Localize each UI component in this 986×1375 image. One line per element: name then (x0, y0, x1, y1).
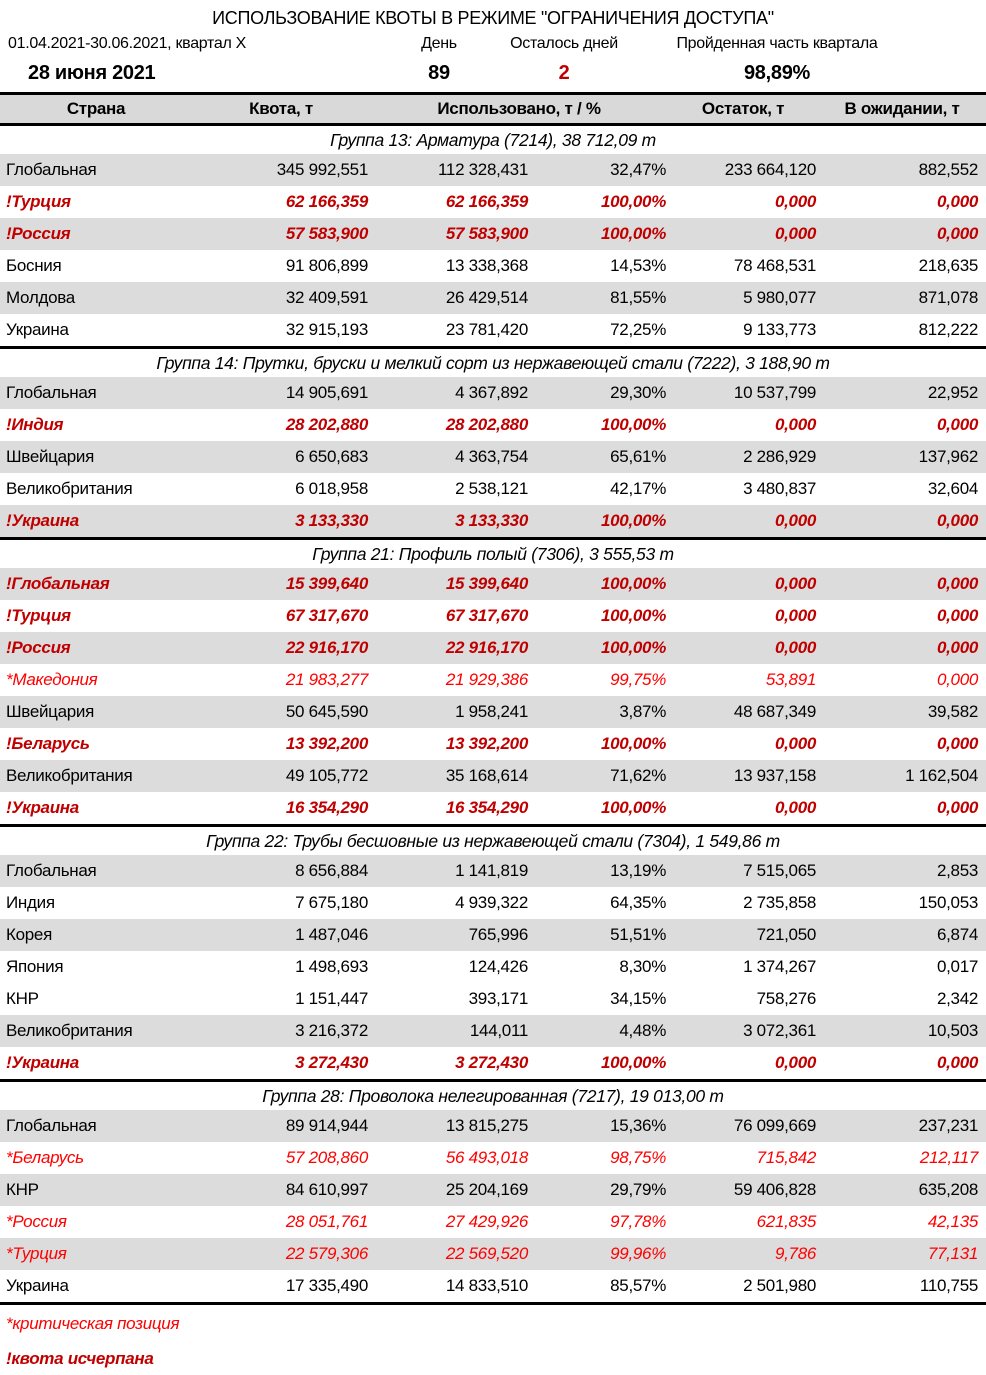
cell-used: 13 392,200 (445, 734, 528, 753)
cell-country: КНР (6, 989, 39, 1008)
table-row (0, 600, 986, 632)
cell-remainder: 3 072,361 (743, 1021, 817, 1040)
group-header-row (0, 348, 986, 378)
cell-remainder: 53,891 (765, 670, 817, 689)
group-title: Группа 21: Профиль полый (7306), 3 555,53 т (0, 539, 986, 569)
cell-used: 1 958,241 (455, 702, 528, 721)
cell-quota: 1 498,693 (295, 957, 368, 976)
cell-used-percent: 72,25% (610, 320, 667, 339)
cell-country: Украина (6, 320, 69, 339)
header-row (0, 94, 986, 125)
cell-used: 124,426 (468, 957, 528, 976)
cell-used: 62 166,359 (445, 192, 528, 211)
cell-used: 765,996 (468, 925, 528, 944)
cell-country: Индия (6, 893, 55, 912)
cell-used: 21 929,386 (445, 670, 528, 689)
cell-pending: 39,582 (927, 702, 979, 721)
cell-quota: 1 487,046 (295, 925, 368, 944)
cell-country: Глобальная (6, 160, 97, 179)
quarter-passed-value: 98,89% (743, 62, 811, 84)
cell-country: !Россия (6, 224, 71, 243)
cell-remainder: 2 286,929 (743, 447, 817, 466)
table-row (0, 1270, 986, 1304)
cell-quota: 13 392,200 (285, 734, 368, 753)
cell-quota: 8 656,884 (295, 861, 368, 880)
quota-table-header (0, 94, 986, 125)
cell-used-percent: 14,53% (610, 256, 667, 275)
cell-remainder: 7 515,065 (743, 861, 817, 880)
cell-quota: 91 806,899 (285, 256, 368, 275)
cell-remainder: 5 980,077 (743, 288, 817, 307)
cell-quota: 67 317,670 (285, 606, 368, 625)
cell-pending: 0,017 (936, 957, 979, 976)
cell-quota: 49 105,772 (285, 766, 368, 785)
cell-pending: 0,000 (936, 798, 979, 817)
cell-country: Босния (6, 256, 62, 275)
cell-pending: 22,952 (927, 383, 979, 402)
quota-table-body (0, 125, 986, 1304)
cell-pending: 812,222 (918, 320, 979, 339)
cell-used-percent: 98,75% (610, 1148, 667, 1167)
cell-pending: 882,552 (918, 160, 979, 179)
cell-country: Глобальная (6, 861, 97, 880)
cell-used: 4 939,322 (455, 893, 528, 912)
table-row (0, 505, 986, 539)
group-header-row (0, 125, 986, 155)
cell-remainder: 9,786 (774, 1244, 817, 1263)
cell-used-percent: 100,00% (601, 511, 667, 530)
cell-pending: 0,000 (936, 415, 979, 434)
cell-country: Великобритания (6, 1021, 133, 1040)
cell-pending: 237,231 (918, 1116, 979, 1135)
cell-quota: 32 915,193 (285, 320, 368, 339)
cell-remainder: 2 501,980 (668, 1270, 818, 1304)
cell-used: 26 429,514 (445, 288, 528, 307)
cell-used-percent: 34,15% (610, 989, 667, 1008)
cell-used: 28 202,880 (445, 415, 528, 434)
cell-remainder: 0,000 (774, 606, 817, 625)
cell-pending: 0,000 (936, 638, 979, 657)
table-row (0, 1174, 986, 1206)
cell-remainder: 3 480,837 (743, 479, 817, 498)
col-header-quota: Квота, т (192, 94, 370, 125)
cell-quota: 57 583,900 (285, 224, 368, 243)
cell-country: Глобальная (6, 383, 97, 402)
cell-pending: 0,000 (936, 606, 979, 625)
cell-remainder: 0,000 (774, 1053, 817, 1072)
cell-country: !Глобальная (6, 574, 110, 593)
cell-used-percent: 100,00% (601, 574, 667, 593)
cell-remainder: 758,276 (756, 989, 817, 1008)
cell-country: *Беларусь (6, 1148, 84, 1167)
day-value: 89 (428, 62, 450, 84)
cell-pending: 871,078 (918, 288, 979, 307)
cell-used-percent: 100,00% (601, 798, 667, 817)
cell-country: !Украина (6, 511, 79, 530)
spacer (908, 56, 986, 90)
cell-pending: 77,131 (927, 1244, 979, 1263)
cell-remainder: 10 537,799 (733, 383, 817, 402)
table-row (0, 377, 986, 409)
cell-country: !Турция (6, 192, 71, 211)
spacer (908, 32, 986, 56)
cell-used: 14 833,510 (370, 1270, 530, 1304)
cell-used-percent: 29,79% (610, 1180, 667, 1199)
cell-used-percent: 8,30% (619, 957, 667, 976)
cell-country: Япония (6, 957, 64, 976)
page-title: ИСПОЛЬЗОВАНИЕ КВОТЫ В РЕЖИМЕ "ОГРАНИЧЕНИЯ ДОСТУПА" (212, 8, 774, 28)
cell-country: *Македония (6, 670, 98, 689)
cell-used: 3 133,330 (455, 511, 528, 530)
cell-used: 13 338,368 (445, 256, 528, 275)
group-title: Группа 13: Арматура (7214), 38 712,09 т (0, 125, 986, 155)
cell-pending: 0,000 (936, 670, 979, 689)
cell-quota: 7 675,180 (295, 893, 368, 912)
cell-used: 2 538,121 (455, 479, 528, 498)
table-row (0, 568, 986, 600)
cell-used-percent: 65,61% (610, 447, 667, 466)
cell-used: 27 429,926 (445, 1212, 528, 1231)
cell-pending: 0,000 (936, 1053, 979, 1072)
cell-used: 25 204,169 (445, 1180, 528, 1199)
cell-used-percent: 100,00% (601, 1053, 667, 1072)
cell-used-percent: 71,62% (610, 766, 667, 785)
cell-country: КНР (6, 1180, 39, 1199)
cell-country: !Россия (6, 638, 71, 657)
cell-quota: 6 018,958 (295, 479, 368, 498)
cell-remainder: 233 664,120 (724, 160, 817, 179)
cell-used: 22 916,170 (445, 638, 528, 657)
table-row (0, 1206, 986, 1238)
table-row (0, 760, 986, 792)
table-row (0, 218, 986, 250)
col-header-country: Страна (0, 94, 192, 125)
cell-remainder: 0,000 (774, 192, 817, 211)
cell-pending: 42,135 (927, 1212, 979, 1231)
cell-used-percent: 29,30% (610, 383, 667, 402)
cell-quota: 22 579,306 (285, 1244, 368, 1263)
cell-used-percent: 100,00% (601, 224, 667, 243)
cell-country: !Украина (6, 1053, 79, 1072)
cell-used: 35 168,614 (445, 766, 528, 785)
cell-pending: 212,117 (919, 1148, 979, 1167)
cell-used-percent: 64,35% (610, 893, 667, 912)
days-left-value: 2 (558, 62, 570, 84)
cell-used-percent: 100,00% (601, 734, 667, 753)
footnotes (6, 1314, 986, 1369)
cell-country: Корея (6, 925, 52, 944)
cell-country: !Индия (6, 415, 64, 434)
cell-pending: 635,208 (918, 1180, 979, 1199)
current-date: 28 июня 2021 (28, 62, 156, 84)
cell-used-percent: 100,00% (601, 415, 667, 434)
cell-remainder: 9 133,773 (743, 320, 817, 339)
cell-remainder: 13 937,158 (733, 766, 817, 785)
table-row (0, 1015, 986, 1047)
col-header-pending: В ожидании, т (818, 94, 986, 125)
cell-used: 4 367,892 (455, 383, 528, 402)
table-row (0, 696, 986, 728)
table-row (0, 154, 986, 186)
cell-used-percent: 3,87% (619, 702, 667, 721)
cell-quota: 16 354,290 (285, 798, 368, 817)
cell-remainder: 715,842 (756, 1148, 817, 1167)
cell-quota: 6 650,683 (295, 447, 368, 466)
cell-remainder: 76 099,669 (733, 1116, 817, 1135)
table-row (0, 186, 986, 218)
cell-used: 23 781,420 (445, 320, 528, 339)
col-header-remainder: Остаток, т (668, 94, 818, 125)
cell-pending: 0,000 (936, 734, 979, 753)
cell-quota: 28 051,761 (285, 1212, 368, 1231)
cell-quota: 17 335,490 (192, 1270, 370, 1304)
table-row (0, 855, 986, 887)
cell-remainder: 0,000 (774, 415, 817, 434)
cell-quota: 3 216,372 (295, 1021, 368, 1040)
table-row (0, 951, 986, 983)
cell-quota: 1 151,447 (295, 989, 368, 1008)
quota-table (0, 92, 986, 1305)
day-label: День (421, 35, 457, 52)
cell-used: 112 328,431 (438, 160, 528, 179)
cell-used: 15 399,640 (445, 574, 528, 593)
cell-pending: 137,962 (918, 447, 979, 466)
cell-quota: 21 983,277 (285, 670, 368, 689)
cell-used-percent: 99,75% (610, 670, 667, 689)
cell-pending: 218,635 (918, 256, 979, 275)
cell-pending: 2,853 (936, 861, 979, 880)
cell-pending: 10,503 (927, 1021, 979, 1040)
cell-used-percent: 42,17% (610, 479, 667, 498)
col-header-used: Использовано, т / % (370, 94, 668, 125)
cell-quota: 345 992,551 (276, 160, 368, 179)
cell-pending: 0,000 (936, 224, 979, 243)
cell-country: Швейцария (6, 702, 95, 721)
cell-country: Великобритания (6, 766, 133, 785)
cell-country: Великобритания (6, 479, 133, 498)
table-row (0, 632, 986, 664)
period-label: 01.04.2021-30.06.2021, квартал X (8, 35, 247, 52)
table-row (0, 1142, 986, 1174)
table-row (0, 282, 986, 314)
cell-country: Швейцария (6, 447, 95, 466)
cell-used: 3 272,430 (455, 1053, 528, 1072)
table-row (0, 409, 986, 441)
cell-quota: 22 916,170 (285, 638, 368, 657)
cell-remainder: 0,000 (774, 224, 817, 243)
cell-country: !Беларусь (6, 734, 90, 753)
cell-used-percent: 100,00% (601, 638, 667, 657)
cell-country: *Турция (6, 1244, 67, 1263)
cell-quota: 32 409,591 (285, 288, 368, 307)
cell-used: 67 317,670 (445, 606, 528, 625)
table-row (0, 1110, 986, 1142)
cell-remainder: 0,000 (774, 574, 817, 593)
quarter-passed-label: Пройденная часть квартала (676, 35, 878, 52)
cell-quota: 3 133,330 (295, 511, 368, 530)
cell-quota: 3 272,430 (295, 1053, 368, 1072)
cell-remainder: 78 468,531 (733, 256, 817, 275)
table-row (0, 792, 986, 826)
group-title: Группа 14: Прутки, бруски и мелкий сорт из нержавеющей стали (7222), 3 188,90 т (0, 348, 986, 378)
cell-used-percent: 97,78% (610, 1212, 667, 1231)
cell-quota: 57 208,860 (285, 1148, 368, 1167)
cell-used-percent: 13,19% (610, 861, 667, 880)
group-title: Группа 28: Проволока нелегированная (7217), 19 013,00 т (0, 1081, 986, 1111)
cell-remainder: 621,835 (756, 1212, 817, 1231)
summary-bar (0, 32, 986, 90)
table-row (0, 983, 986, 1015)
cell-country: !Турция (6, 606, 71, 625)
cell-remainder: 59 406,828 (733, 1180, 817, 1199)
cell-used-percent: 32,47% (610, 160, 667, 179)
cell-used: 13 815,275 (445, 1116, 528, 1135)
cell-used-percent: 51,51% (610, 925, 667, 944)
cell-used-percent: 100,00% (601, 606, 667, 625)
cell-pending: 110,755 (818, 1270, 986, 1304)
cell-remainder: 1 374,267 (743, 957, 817, 976)
cell-pending: 32,604 (927, 479, 979, 498)
cell-quota: 62 166,359 (285, 192, 368, 211)
cell-pending: 150,053 (918, 893, 979, 912)
cell-country: Украина (0, 1270, 192, 1304)
cell-quota: 15 399,640 (285, 574, 368, 593)
cell-pending: 6,874 (936, 925, 979, 944)
table-row (0, 664, 986, 696)
cell-used: 16 354,290 (445, 798, 528, 817)
cell-used-percent: 99,96% (610, 1244, 667, 1263)
cell-pending: 2,342 (936, 989, 979, 1008)
cell-used-percent: 85,57% (530, 1270, 668, 1304)
cell-used-percent: 100,00% (601, 192, 667, 211)
cell-quota: 84 610,997 (285, 1180, 368, 1199)
cell-remainder: 0,000 (774, 734, 817, 753)
cell-quota: 14 905,691 (285, 383, 368, 402)
group-header-row (0, 1081, 986, 1111)
cell-remainder: 0,000 (774, 798, 817, 817)
cell-pending: 1 162,504 (905, 766, 979, 785)
group-header-row (0, 539, 986, 569)
cell-used: 1 141,819 (455, 861, 528, 880)
table-row (0, 1047, 986, 1081)
cell-remainder: 0,000 (774, 511, 817, 530)
cell-remainder: 721,050 (756, 925, 817, 944)
cell-used: 4 363,754 (455, 447, 528, 466)
cell-country: Молдова (6, 288, 75, 307)
group-title: Группа 22: Трубы бесшовные из нержавеющей стали (7304), 1 549,86 т (0, 826, 986, 856)
table-row (0, 1238, 986, 1270)
cell-remainder: 2 735,858 (743, 893, 817, 912)
table-row (0, 314, 986, 348)
table-row (0, 441, 986, 473)
group-header-row (0, 826, 986, 856)
cell-quota: 28 202,880 (285, 415, 368, 434)
table-row (0, 919, 986, 951)
cell-country: !Украина (6, 798, 79, 817)
cell-quota: 89 914,944 (285, 1116, 368, 1135)
cell-country: Глобальная (6, 1116, 97, 1135)
cell-used-percent: 4,48% (619, 1021, 667, 1040)
table-row (0, 887, 986, 919)
table-row (0, 250, 986, 282)
footnote-quota-exhausted: !квота исчерпана (6, 1349, 154, 1368)
cell-used: 57 583,900 (445, 224, 528, 243)
cell-pending: 0,000 (936, 511, 979, 530)
cell-used-percent: 81,55% (610, 288, 667, 307)
cell-used: 22 569,520 (445, 1244, 528, 1263)
cell-used-percent: 15,36% (610, 1116, 667, 1135)
footnote-critical-position: *критическая позиция (6, 1314, 180, 1333)
cell-country: *Россия (6, 1212, 67, 1231)
cell-used: 144,011 (469, 1021, 528, 1040)
cell-quota: 50 645,590 (285, 702, 368, 721)
cell-remainder: 48 687,349 (733, 702, 817, 721)
table-row (0, 473, 986, 505)
cell-remainder: 0,000 (774, 638, 817, 657)
cell-pending: 0,000 (936, 574, 979, 593)
cell-pending: 0,000 (936, 192, 979, 211)
cell-used: 56 493,018 (445, 1148, 528, 1167)
cell-used: 393,171 (468, 989, 528, 1008)
table-row (0, 728, 986, 760)
days-left-label: Осталось дней (510, 35, 618, 52)
